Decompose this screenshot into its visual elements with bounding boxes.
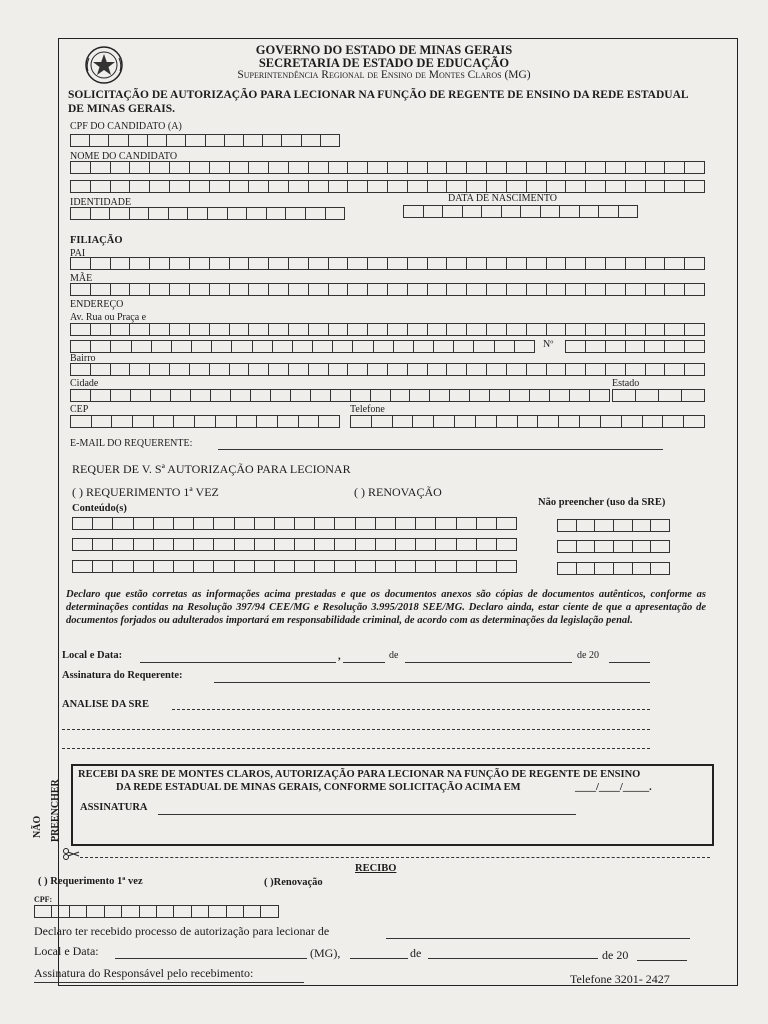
sre-boxes-row1 [557,519,670,532]
sre-boxes-row2 [557,540,670,553]
state-boxes[interactable] [612,389,705,402]
mother-label: MÃE [70,273,93,284]
receipt-year-prefix: de 20 [602,948,629,962]
name-boxes-row2[interactable] [70,180,705,193]
analysis-line-1 [172,709,650,710]
do-not-fill-label-1: NÃO [32,815,43,838]
address-label: ENDEREÇO [70,299,124,310]
receipt-place-line[interactable] [115,958,307,959]
scissors-icon [62,847,80,861]
receipt-of-label: de [410,946,422,960]
receipt-place-date-label: Local e Data: [34,944,99,958]
place-line[interactable] [140,662,336,663]
receipt-year-line[interactable] [637,960,687,961]
number-boxes[interactable] [565,340,705,353]
city-label: Cidade [70,378,99,389]
birthdate-label: DATA DE NASCIMENTO [448,193,558,204]
street-boxes-row2[interactable] [70,340,535,353]
receipt-day-line[interactable] [350,958,408,959]
sre-only-label: Não preencher (uso da SRE) [538,497,666,508]
email-line[interactable] [218,449,663,450]
of-label: de [389,650,399,661]
receipt-phone: Telefone 3201- 2427 [570,972,670,986]
receipt-cpf-label: CPF: [34,895,53,904]
neighborhood-boxes[interactable] [70,363,705,376]
month-line[interactable] [405,662,572,663]
identity-label: IDENTIDADE [70,197,132,208]
father-boxes[interactable] [70,257,705,270]
receipt-signature-label: ASSINATURA [80,802,148,813]
header-government: GOVERNO DO ESTADO DE MINAS GERAIS [255,43,513,57]
name-boxes-row1[interactable] [70,161,705,174]
content-boxes-row3[interactable] [72,560,517,573]
declaration-text: Declaro que estão corretas as informações acima prestadas e que os documentos anexos são cópias de documentos autênticos, conforme as determinações contidas na Resolução 397/94 CEE/MG e Resolução 3.995/2018 SEE/MG. Declaro ainda, estar ciente de que a apresentação de documentos forjados ou adulterados importará em responsabilidade criminal, de acordo com as determinações da legislação penal. [66,589,706,626]
father-label: PAI [70,248,86,259]
receipt-declaration-line[interactable] [386,938,690,939]
analysis-line-2 [62,729,650,730]
year-line[interactable] [609,662,650,663]
sre-analysis-label: ANALISE DA SRE [62,699,149,710]
receiver-signature-line[interactable] [34,982,304,983]
street-boxes-row1[interactable] [70,323,705,336]
applicant-signature-label: Assinatura do Requerente: [62,670,183,681]
mother-boxes[interactable] [70,283,705,296]
analysis-line-3 [62,748,650,749]
receipt-date-mask[interactable]: ____/____/_____. [575,782,652,793]
cpf-boxes[interactable] [70,134,340,147]
cep-label: CEP [70,404,89,415]
identity-boxes[interactable] [70,207,345,220]
receipt-text-line2: DA REDE ESTADUAL DE MINAS GERAIS, CONFORME SOLICITAÇÃO ACIMA EM [116,782,521,793]
receipt-declaration: Declaro ter recebido processo de autorização para lecionar de [34,924,330,938]
cut-line [80,857,710,858]
birthdate-boxes[interactable] [403,205,638,218]
form-title-line1: SOLICITAÇÃO DE AUTORIZAÇÃO PARA LECIONAR NA FUNÇÃO DE REGENTE DE ENSINO DA REDE ESTADUAL [68,89,689,101]
first-time-option[interactable]: ( ) REQUERIMENTO 1ª VEZ [72,485,219,499]
content-boxes-row2[interactable] [72,538,517,551]
do-not-fill-label-2: PREENCHER [50,779,61,842]
cep-boxes[interactable] [70,415,340,428]
email-label: E-MAIL DO REQUERENTE: [70,438,193,449]
year-prefix: de 20 [577,650,599,661]
phone-label: Telefone [350,404,385,415]
form-title-line2: DE MINAS GERAIS. [68,103,176,115]
header-superintendence: Superintendência Regional de Ensino de Montes Claros (MG) [237,69,531,81]
day-line[interactable] [343,662,385,663]
receipt-mg-label: (MG), [310,946,341,960]
sre-boxes-row3 [557,562,670,575]
contents-label: Conteúdo(s) [72,503,127,514]
street-label: Av. Rua ou Praça e [70,312,147,323]
receipt-cpf-boxes[interactable] [34,905,279,918]
receipt-first-time-option[interactable]: ( ) Requerimento 1ª vez [38,876,143,887]
applicant-signature-line[interactable] [214,682,650,683]
receipt-renewal-option[interactable]: ( )Renovação [264,877,323,888]
header-secretariat: SECRETARIA DE ESTADO DE EDUCAÇÃO [258,56,510,70]
phone-boxes[interactable] [350,415,705,428]
number-label: Nº [543,339,554,350]
filiation-label: FILIAÇÃO [70,235,123,246]
content-boxes-row1[interactable] [72,517,517,530]
city-boxes[interactable] [70,389,610,402]
place-date-label: Local e Data: [62,650,123,661]
request-heading: REQUER DE V. Sª AUTORIZAÇÃO PARA LECIONAR [72,462,351,476]
renewal-option[interactable]: ( ) RENOVAÇÃO [354,485,442,499]
comma-label: , [338,651,341,662]
neighborhood-label: Bairro [70,353,96,364]
receipt-signature-line[interactable] [158,814,576,815]
receipt-text-line1: RECEBI DA SRE DE MONTES CLAROS, AUTORIZAÇÃO PARA LECIONAR NA FUNÇÃO DE REGENTE DE ENSINO [78,769,641,780]
name-label: NOME DO CANDIDATO [70,151,178,162]
receipt-title: RECIBO [355,863,397,874]
state-label: Estado [612,378,640,389]
cpf-label: CPF DO CANDIDATO (A) [70,121,182,132]
receiver-signature-label: Assinatura do Responsável pelo recebimento: [34,966,254,980]
receipt-month-line[interactable] [428,958,598,959]
